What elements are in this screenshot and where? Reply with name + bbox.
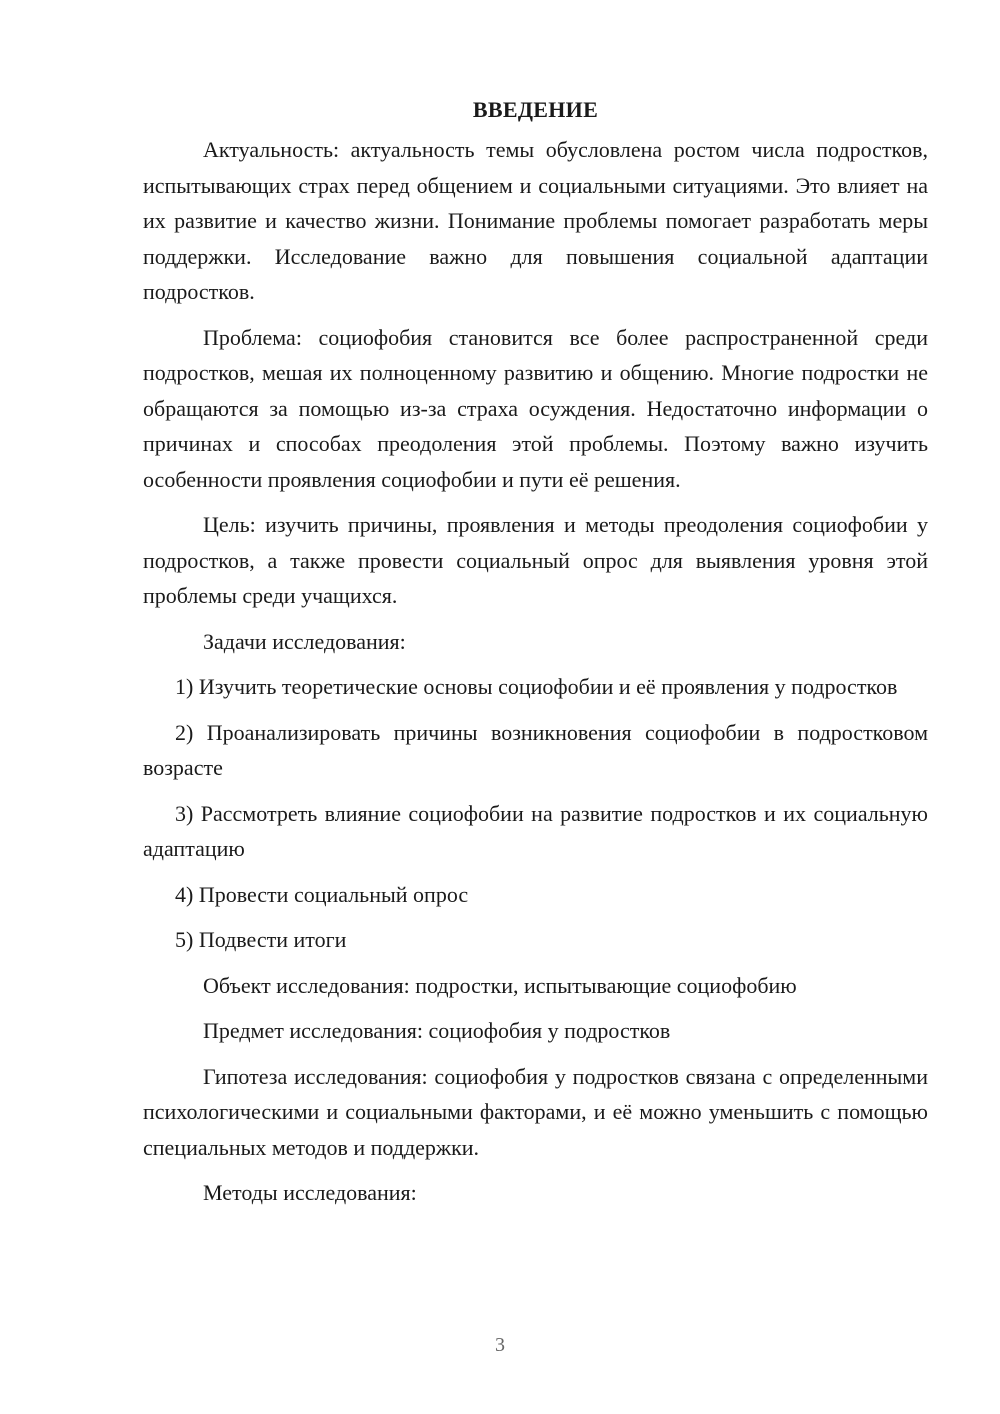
paragraph-object: Объект исследования: подростки, испытывающие социофобию xyxy=(203,972,797,998)
list-item: 1) Изучить теоретические основы социофобии и её проявления у подростков xyxy=(175,674,898,699)
paragraph-subject: Предмет исследования: социофобия у подростков xyxy=(203,1018,671,1043)
paragraph-relevance: Актуальность: актуальность темы обусловлена ростом числа подростков, испытывающих страх перед общением и социальными ситуациями. Это влияет на их развитие и качество жизни. Понимание проблемы помогает разработать меры поддержки. Исследование важно для повышения социальной адаптации подростков. xyxy=(143,137,928,304)
list-item: 2) Проанализировать причины возникновения социофобии в подростковом возрасте xyxy=(143,719,928,780)
methods-heading: Методы исследования: xyxy=(203,1180,417,1205)
document-page xyxy=(143,92,928,1221)
tasks-list xyxy=(143,669,928,958)
list-item: 3) Рассмотреть влияние социофобии на развитие подростков и их социальную адаптацию xyxy=(143,800,928,861)
page-title: ВВЕДЕНИЕ xyxy=(472,97,599,122)
paragraph-hypothesis: Гипотеза исследования: социофобия у подростков связана с определенными психологическими и социальными факторами, и её можно уменьшить с помощью специальных методов и поддержки. xyxy=(143,1063,928,1160)
paragraph-problem: Проблема: социофобия становится все более распространенной среди подростков, мешая их полноценному развитию и общению. Многие подростки не обращаются за помощью из-за страха осуждения. Недостаточно информации о причинах и способах преодоления этой проблемы. Поэтому важно изучить особенности проявления социофобии и пути её решения. xyxy=(143,324,928,492)
page-number: 3 xyxy=(495,1334,505,1356)
list-item: 5) Подвести итоги xyxy=(175,927,347,952)
paragraph-goal: Цель: изучить причины, проявления и методы преодоления социофобии у подростков, а также провести социальный опрос для выявления уровня этой проблемы среди учащихся. xyxy=(143,512,928,608)
list-item: 4) Провести социальный опрос xyxy=(175,881,469,907)
tasks-heading: Задачи исследования: xyxy=(203,628,406,654)
